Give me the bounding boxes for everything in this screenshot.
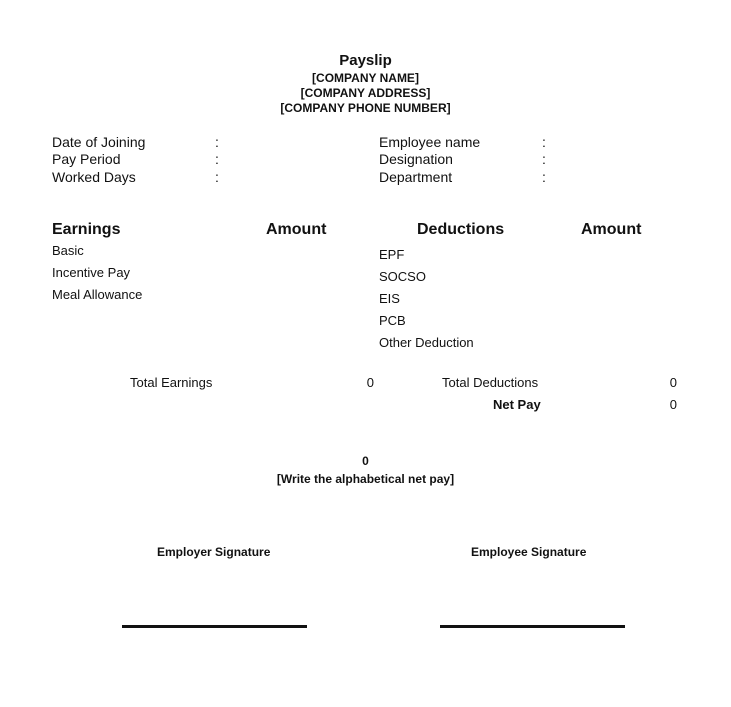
worked-days-label: Worked Days (52, 169, 136, 185)
department-label: Department (379, 169, 453, 185)
deduction-item-socso: SOCSO (379, 269, 426, 284)
deduction-item-other: Other Deduction (379, 335, 474, 350)
employer-signature-label: Employer Signature (157, 545, 271, 559)
payslip-title: Payslip (339, 52, 392, 69)
earnings-heading: Earnings (52, 221, 121, 238)
employee-signature-line (440, 625, 625, 628)
total-earnings-label: Total Earnings (130, 375, 213, 390)
designation-label: Designation (379, 151, 453, 167)
deductions-heading: Deductions (417, 221, 505, 238)
date-of-joining-colon: : (215, 134, 219, 150)
net-pay-amount-words: [Write the alphabetical net pay] (276, 472, 455, 486)
pay-period-label: Pay Period (52, 151, 121, 167)
net-pay-amount-figure: 0 (362, 454, 369, 468)
company-name: [COMPANY NAME] (312, 71, 419, 85)
company-phone: [COMPANY PHONE NUMBER] (280, 101, 451, 115)
deduction-item-epf: EPF (379, 247, 405, 262)
deduction-item-eis: EIS (379, 291, 400, 306)
deductions-amount-heading: Amount (581, 221, 642, 238)
net-pay-label: Net Pay (493, 397, 541, 412)
total-deductions-value: 0 (669, 375, 677, 390)
employee-signature-label: Employee Signature (471, 545, 587, 559)
total-deductions-label: Total Deductions (442, 375, 539, 390)
department-colon: : (542, 169, 546, 185)
net-pay-value: 0 (669, 397, 677, 412)
earning-item-incentive-pay: Incentive Pay (52, 265, 131, 280)
pay-period-colon: : (215, 151, 219, 167)
worked-days-colon: : (215, 169, 219, 185)
total-earnings-value: 0 (366, 375, 374, 390)
employee-name-label: Employee name (379, 134, 481, 150)
deduction-item-pcb: PCB (379, 313, 406, 328)
employee-name-colon: : (542, 134, 546, 150)
designation-colon: : (542, 151, 546, 167)
earnings-amount-heading: Amount (266, 221, 327, 238)
earning-item-meal-allowance: Meal Allowance (52, 287, 143, 302)
earning-item-basic: Basic (52, 243, 84, 258)
date-of-joining-label: Date of Joining (52, 134, 146, 150)
company-address: [COMPANY ADDRESS] (300, 86, 431, 100)
employer-signature-line (122, 625, 307, 628)
